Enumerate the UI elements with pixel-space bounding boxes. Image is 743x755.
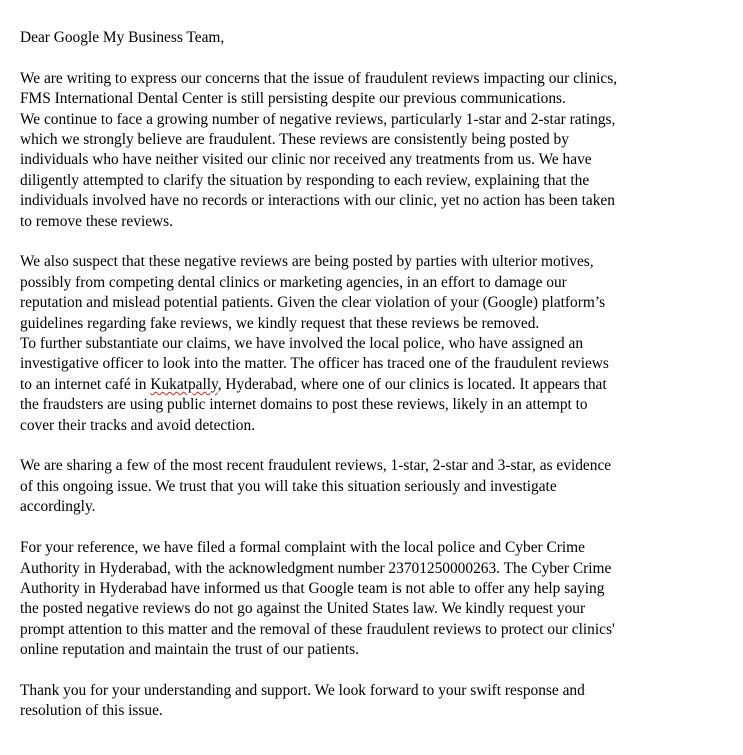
text-line: to remove these reviews.: [20, 212, 173, 230]
text-line: accordingly.: [20, 498, 96, 516]
text-line: online reputation and maintain the trust of our patients.: [20, 641, 359, 659]
text-line: We also suspect that these negative reviews are being posted by parties with ulterior motives,: [20, 253, 594, 271]
salutation-line: Dear Google My Business Team,: [20, 29, 225, 46]
text-line: [20, 375, 735, 395]
letter-body: [20, 28, 735, 742]
text-line: of this ongoing issue. We trust that you will take this situation seriously and investigate: [20, 477, 557, 495]
text-line: cover their tracks and avoid detection.: [20, 416, 256, 434]
text-line: Thank you for your understanding and support. We look forward to your swift response and: [20, 681, 585, 699]
text-line: To further substantiate our claims, we have involved the local police, who have assigned an: [20, 335, 584, 353]
text-line: the fraudsters are using public internet domains to post these reviews, likely in an attempt to: [20, 396, 588, 414]
text-line: Authority in Hyderabad have informed us that Google team is not able to offer any help saying: [20, 579, 605, 597]
text-segment: to an internet café in: [20, 375, 151, 393]
salutation: [20, 28, 735, 48]
text-line: FMS International Dental Center is still persisting despite our previous communications.: [20, 90, 566, 108]
text-line: individuals involved have no records or interactions with our clinic, yet no action has been taken: [20, 192, 615, 210]
text-line: individuals who have neither visited our clinic nor received any treatments from us. We have: [20, 151, 592, 169]
text-line: prompt attention to this matter and the removal of these fraudulent reviews to protect our clinics': [20, 620, 615, 638]
text-line: the posted negative reviews do not go against the United States law. We kindly request your: [20, 600, 586, 618]
text-line: investigative officer to look into the matter. The officer has traced one of the fraudulent reviews: [20, 355, 609, 373]
paragraph-suspicion: [20, 252, 735, 436]
misspelled-word-kukatpally[interactable]: Kukatpally: [150, 375, 218, 393]
text-line: We are sharing a few of the most recent fraudulent reviews, 1-star, 2-star and 3-star, as evidence: [20, 457, 612, 475]
paragraph-complaint: [20, 538, 735, 660]
text-line: We continue to face a growing number of negative reviews, particularly 1-star and 2-star ratings,: [20, 110, 616, 128]
text-line: which we strongly believe are fraudulent. These reviews are consistently being posted by: [20, 131, 569, 149]
paragraph-evidence: [20, 456, 735, 517]
text-line: possibly from competing dental clinics or marketing agencies, in an effort to damage our: [20, 273, 567, 291]
text-line: For your reference, we have filed a formal complaint with the local police and Cyber Crime: [20, 539, 585, 557]
paragraph-concerns: [20, 69, 735, 232]
text-line: guidelines regarding fake reviews, we kindly request that these reviews be removed.: [20, 314, 540, 332]
text-line: diligently attempted to clarify the situation by responding to each review, explaining that the: [20, 171, 590, 189]
text-line: reputation and mislead potential patients. Given the clear violation of your (Google) platform’s: [20, 294, 606, 312]
text-segment: , Hyderabad, where one of our clinics is located. It appears that: [217, 375, 607, 393]
text-line: resolution of this issue.: [20, 702, 163, 720]
paragraph-closing: [20, 681, 735, 722]
text-line: Authority in Hyderabad, with the acknowledgment number 23701250000263. The Cyber Crime: [20, 559, 612, 577]
text-line: We are writing to express our concerns that the issue of fraudulent reviews impacting our clinics,: [20, 69, 618, 87]
